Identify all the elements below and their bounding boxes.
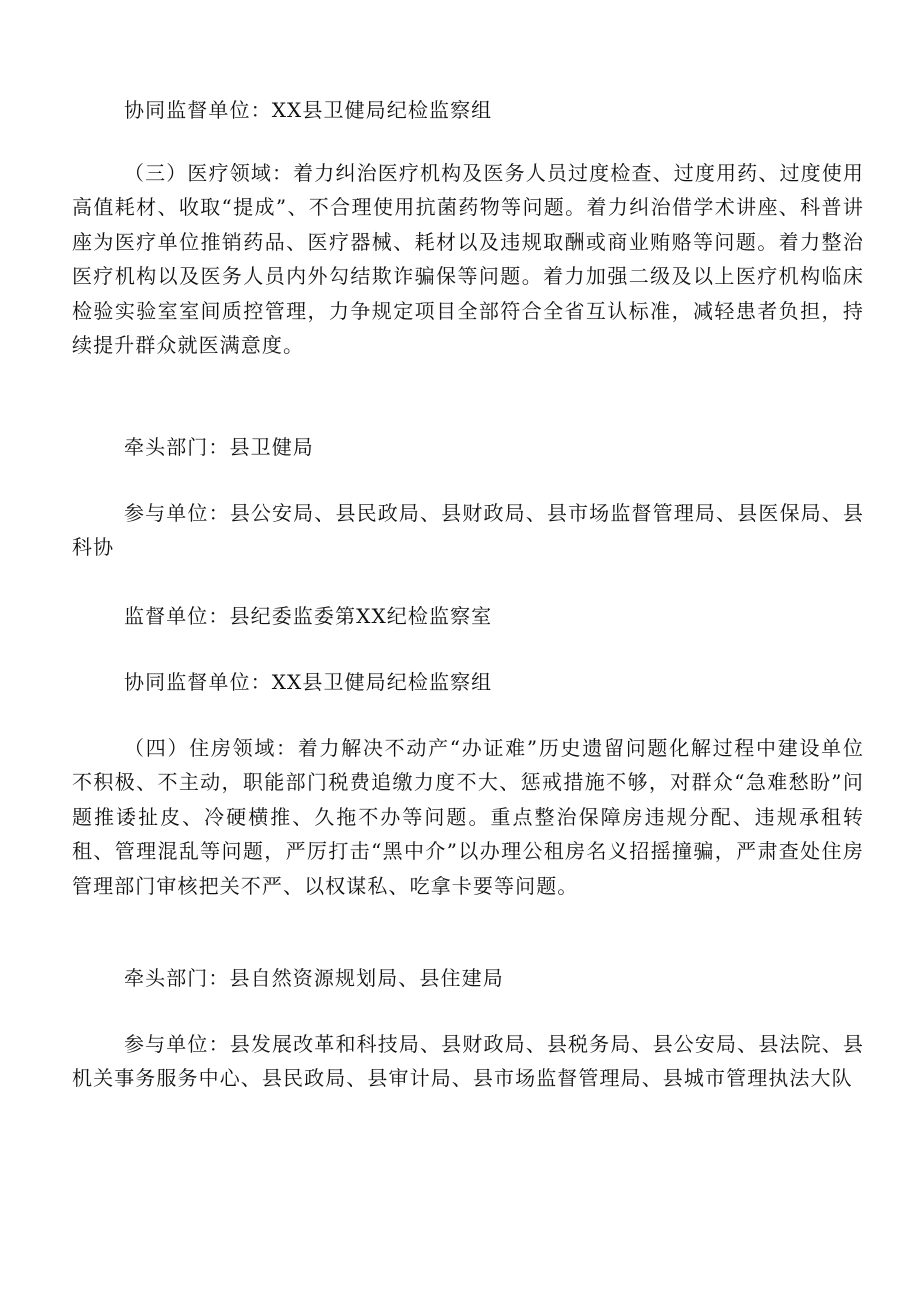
housing-field-paragraph: （四）住房领域：着力解决不动产“办证难”历史遗留问题化解过程中建设单位不积极、不主动，职能部门税费追缴力度不大、惩戒措施不够，对群众“急难愁盼”问题推诿扯皮、冷硬横推、久拖不办等问题。重点整治保障房违规分配、违规承租转租、管理混乱等问题，严厉打击“黑中介”以办理公租房名义招摇撞骗，严肃查处住房管理部门审核把关不严、以权谋私、吃拿卡要等问题。	[72, 736, 864, 898]
co-supervision-unit-paragraph: 协同监督单位：XX县卫健局纪检监察组	[124, 98, 493, 122]
lead-department-paragraph: 牵头部门：县自然资源规划局、县住建局	[124, 966, 504, 990]
participating-units-paragraph: 参与单位：县发展改革和科技局、县财政局、县税务局、县公安局、县法院、县机关事务服务中心、县民政局、县审计局、县市场监督管理局、县城市管理执法大队	[72, 1032, 864, 1091]
supervision-unit-paragraph: 监督单位：县纪委监委第XX纪检监察室	[124, 604, 493, 628]
lead-department-paragraph: 牵头部门：县卫健局	[124, 435, 314, 459]
medical-field-paragraph: （三）医疗领域：着力纠治医疗机构及医务人员过度检查、过度用药、过度使用高值耗材、收取“提成”、不合理使用抗菌药物等问题。着力纠治借学术讲座、科普讲座为医疗单位推销药品、医疗器械、耗材以及违规取酬或商业贿赂等问题。着力整治医疗机构以及医务人员内外勾结欺诈骗保等问题。着力加强二级及以上医疗机构临床检验实验室室间质控管理，力争规定项目全部符合全省互认标准，减轻患者负担，持续提升群众就医满意度。	[72, 161, 864, 358]
co-supervision-unit-paragraph: 协同监督单位：XX县卫健局纪检监察组	[124, 670, 493, 694]
participating-units-paragraph: 参与单位：县公安局、县民政局、县财政局、县市场监督管理局、县医保局、县科协	[72, 501, 864, 560]
